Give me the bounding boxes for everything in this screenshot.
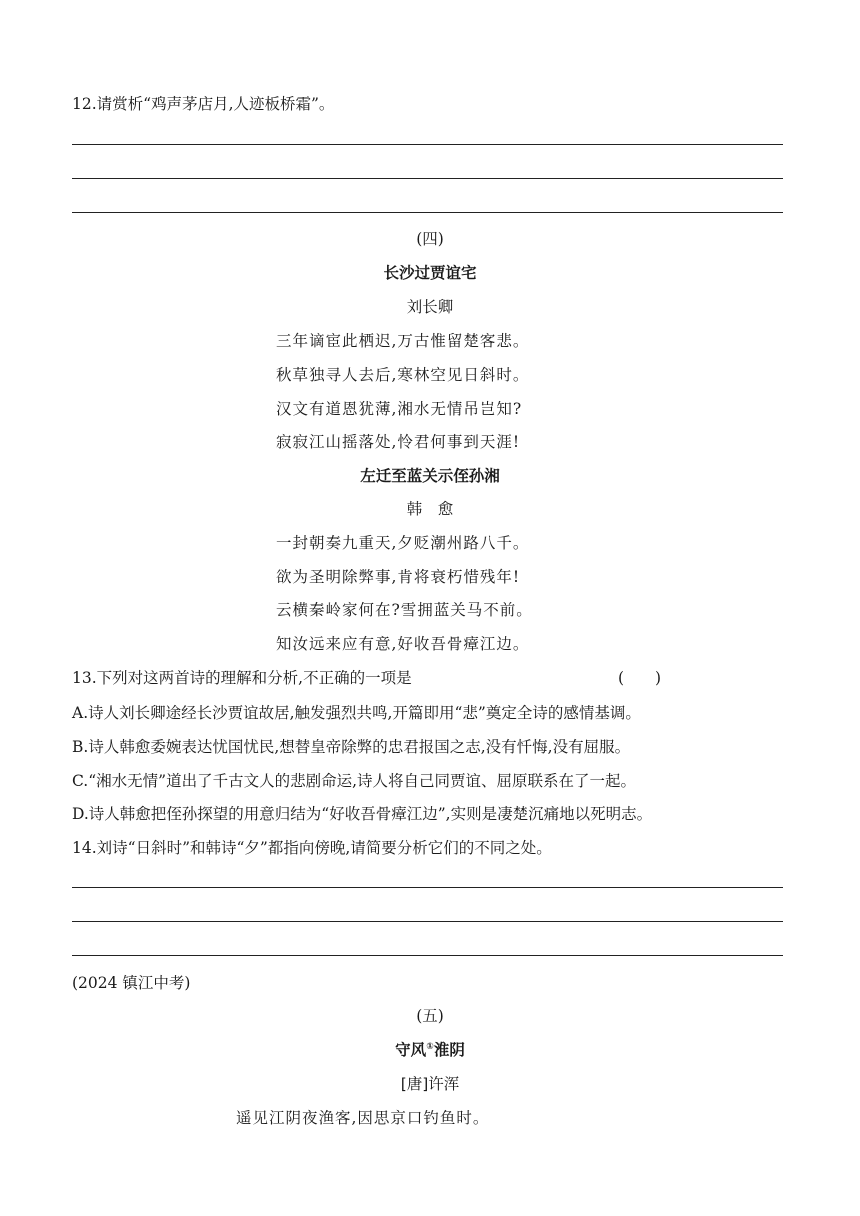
poem-3-title: [0, 1040, 860, 1060]
option-b: B.诗人韩愈委婉表达忧国忧民,想替皇帝除弊的忠君报国之志,没有忏悔,没有屈服。: [72, 738, 631, 756]
answer-line: [72, 887, 783, 888]
poem-1-line: 秋草独寻人去后,寒林空见日斜时。: [276, 366, 530, 384]
answer-line: [72, 144, 783, 145]
poem-1-line: 寂寂江山摇落处,怜君何事到天涯!: [276, 433, 521, 451]
poem-2-line: 知汝远来应有意,好收吾骨瘴江边。: [276, 635, 530, 653]
source-note: (2024 镇江中考): [72, 974, 191, 992]
footnote-marker: ①: [426, 1041, 434, 1052]
answer-line: [72, 212, 783, 213]
question-13-stem: 13.下列对这两首诗的理解和分析,不正确的一项是: [72, 669, 412, 687]
answer-paren: ( ): [618, 669, 662, 687]
poem-1-line: 汉文有道恩犹薄,湘水无情吊岂知?: [276, 400, 523, 418]
poem-2-author: 韩 愈: [406, 500, 454, 518]
answer-line: [72, 921, 783, 922]
poem-2-line: 一封朝奏九重天,夕贬潮州路八千。: [276, 534, 530, 552]
option-c: C.“湘水无情”道出了千古文人的悲剧命运,诗人将自己同贾谊、屈原联系在了一起。: [72, 772, 637, 790]
poem-1-author: 刘长卿: [406, 298, 454, 316]
poem-2-line: 云横秦岭家何在?雪拥蓝关马不前。: [276, 601, 533, 619]
answer-line: [72, 178, 783, 179]
poem-1-title: 长沙过贾谊宅: [383, 264, 477, 282]
answer-line: [72, 955, 783, 956]
section-4-label: (四): [416, 230, 444, 248]
option-a: A.诗人刘长卿途经长沙贾谊故居,触发强烈共鸣,开篇即用“悲”奠定全诗的感情基调。: [72, 704, 641, 722]
poem-3-author: [唐]许浑: [400, 1075, 460, 1093]
poem-2-line: 欲为圣明除弊事,肯将衰朽惜残年!: [276, 568, 521, 586]
section-5-label: (五): [416, 1007, 444, 1025]
question-12: 12.请赏析“鸡声茅店月,人迹板桥霜”。: [72, 95, 335, 113]
poem-3-title-main: 守风: [395, 1041, 427, 1059]
option-d: D.诗人韩愈把侄孙探望的用意归结为“好收吾骨瘴江边”,实则是凄楚沉痛地以死明志。: [72, 805, 653, 823]
poem-1-line: 三年谪宦此栖迟,万古惟留楚客悲。: [276, 332, 530, 350]
poem-3-line: 遥见江阴夜渔客,因思京口钓鱼时。: [236, 1109, 490, 1127]
poem-3-title-rest: 淮阴: [433, 1041, 465, 1059]
question-14: 14.刘诗“日斜时”和韩诗“夕”都指向傍晚,请简要分析它们的不同之处。: [72, 839, 552, 857]
poem-2-title: 左迁至蓝关示侄孙湘: [360, 467, 500, 485]
